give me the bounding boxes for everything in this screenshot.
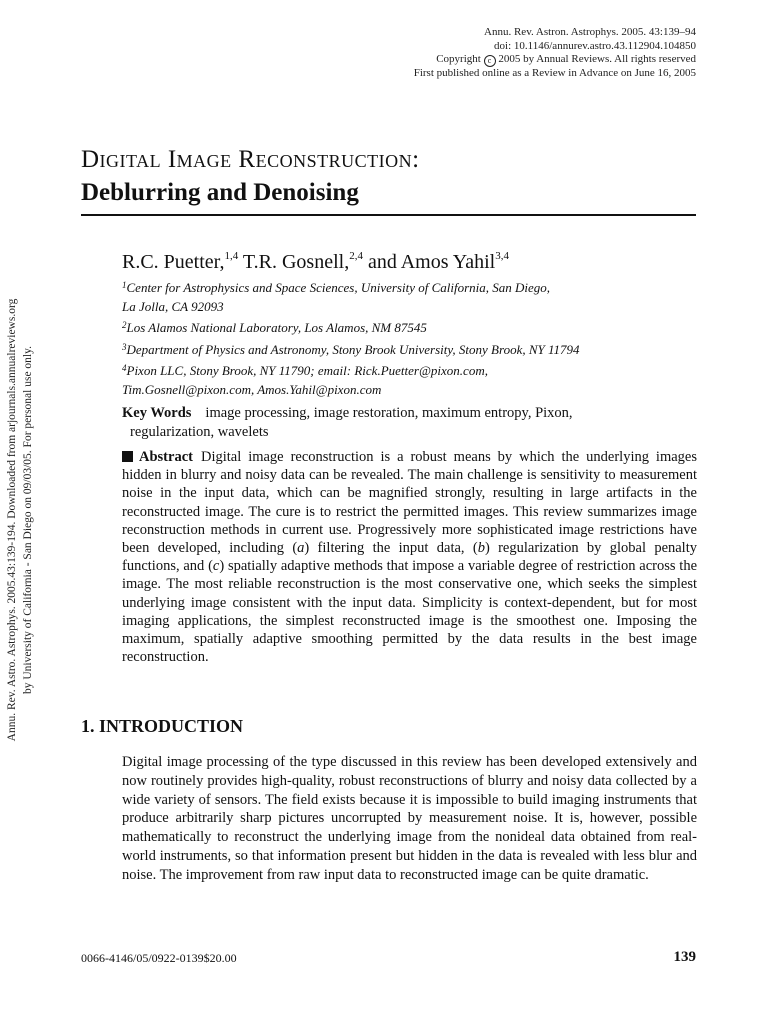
keywords-text-1: image processing, image restoration, maximum entropy, Pixon, bbox=[205, 405, 573, 421]
footer-code: 0066-4146/05/0922-0139$20.00 bbox=[81, 951, 237, 965]
affiliation-text: Los Alamos National Laboratory, Los Alamos, NM 87545 bbox=[126, 320, 427, 335]
affiliation-sup: 3 bbox=[122, 341, 127, 352]
author-1-affil: 1,4 bbox=[224, 250, 239, 262]
affiliation-sup: 4 bbox=[122, 363, 127, 373]
keywords-line-1 bbox=[122, 404, 697, 423]
affiliation-line bbox=[122, 316, 702, 338]
copyright-suffix: 2005 by Annual Reviews. All rights reserved bbox=[498, 53, 696, 65]
abstract-item-b: b bbox=[477, 540, 485, 557]
paper-subtitle: Deblurring and Denoising bbox=[81, 179, 359, 206]
affiliation-text: Center for Astrophysics and Space Sciences, University of California, San Diego, bbox=[126, 280, 551, 295]
first-published: First published online as a Review in Advance on June 16, 2005 bbox=[413, 67, 696, 79]
affiliation-line bbox=[122, 381, 702, 400]
keywords-label: Key Words bbox=[122, 405, 192, 421]
copyright-prefix: Copyright bbox=[436, 53, 481, 65]
affiliation-line bbox=[122, 359, 702, 381]
abstract-text: ) filtering the input data, ( bbox=[304, 540, 478, 557]
journal-header bbox=[414, 26, 696, 81]
author-3-affil: 3,4 bbox=[495, 250, 509, 262]
title-rule bbox=[81, 214, 696, 216]
affiliation-text: Department of Physics and Astronomy, Stony Brook University, Stony Brook, NY 11794 bbox=[126, 341, 580, 357]
watermark-line-2: by University of California - San Diego on 09/03/05. For personal use only. bbox=[22, 345, 34, 695]
keywords-text-2: regularization, wavelets bbox=[130, 424, 269, 440]
affiliation-sup: 1 bbox=[122, 280, 127, 290]
doi: doi: 10.1146/annurev.astro.43.112904.104850 bbox=[494, 39, 696, 52]
author-2-affil: 2,4 bbox=[349, 250, 363, 262]
affiliation-line bbox=[122, 338, 702, 360]
affiliation-text: Tim.Gosnell@pixon.com, Amos.Yahil@pixon.com bbox=[122, 381, 382, 397]
copyright-symbol: c bbox=[484, 55, 496, 67]
intro-paragraph: Digital image processing of the type discussed in this review has been developed extensively and now routinely provides high-quality, robust reconstructions of blurry and noisy data collected by a wide variety of sensors. The field exists because it is impossible to build imaging instruments that produce arbitrarily sharp pictures uncorrupted by measurement noise. It is, however, possible mathematically to reconstruct the underlying image from the nonideal data obtained from real-world instruments, so that information present but hidden in the data is revealed with less blur and noise. The improvement from raw input data to reconstructed image can be quite dramatic. bbox=[122, 754, 697, 883]
download-watermark bbox=[4, 260, 36, 780]
affiliation-text: Pixon LLC, Stony Brook, NY 11790; email: Rick.Puetter@pixon.com, bbox=[126, 363, 488, 378]
abstract-text: ) regularization by global penalty functions, and ( bbox=[122, 540, 697, 575]
affiliation-line bbox=[122, 276, 702, 298]
section-heading: 1. INTRODUCTION bbox=[81, 716, 244, 736]
keywords-block bbox=[122, 404, 697, 442]
paper-title: Digital Image Reconstruction: bbox=[81, 146, 420, 173]
copyright-line bbox=[414, 53, 696, 67]
page-number: 139 bbox=[673, 949, 696, 965]
author-3: and Amos Yahil bbox=[362, 251, 496, 273]
author-2: T.R. Gosnell, bbox=[238, 251, 350, 273]
abstract-block bbox=[122, 448, 697, 666]
author-line bbox=[122, 244, 702, 274]
author-1: R.C. Puetter, bbox=[122, 251, 225, 273]
abstract-label: Abstract bbox=[139, 449, 193, 465]
abstract-text: Digital image reconstruction is a robust means by which the underlying images hidden in blurry and noisy data can be revealed. The main challenge is sensitivity to measurement noise in the input data, which can be magnified strongly, resulting in large artifacts in the reconstructed image. The cure is to restrict the permitted images. This review summarizes image reconstruction methods in current use. Progressively more sophisticated image restrictions have been developed, including ( bbox=[122, 449, 697, 557]
abstract-text: ) spatially adaptive methods that impose a variable degree of restriction across the image. The most reliable reconstruction is the most conservative one, which seeks the simplest underlying image consistent with the input data. Simplicity is context-dependent, but for most imaging applications, the simplest reconstructed image is the smoothest one. Imposing the maximum, spatially adaptive smoothing permitted by the data results in the best image reconstruction. bbox=[122, 558, 698, 666]
watermark-line-1: Annu. Rev. Astro. Astrophys. 2005.43:139-194. Downloaded from arjournals.annualreviews.org bbox=[6, 298, 18, 742]
affiliation-line bbox=[122, 298, 702, 317]
abstract-item-c: c bbox=[212, 558, 220, 575]
abstract-item-a: a bbox=[297, 540, 305, 557]
affiliation-text: La Jolla, CA 92093 bbox=[122, 298, 224, 314]
affiliation-sup: 2 bbox=[122, 320, 127, 330]
title-block bbox=[81, 144, 696, 210]
authors-block bbox=[122, 244, 702, 399]
abstract-square-icon bbox=[122, 451, 133, 462]
citation: Annu. Rev. Astron. Astrophys. 2005. 43:139–94 bbox=[484, 26, 696, 38]
